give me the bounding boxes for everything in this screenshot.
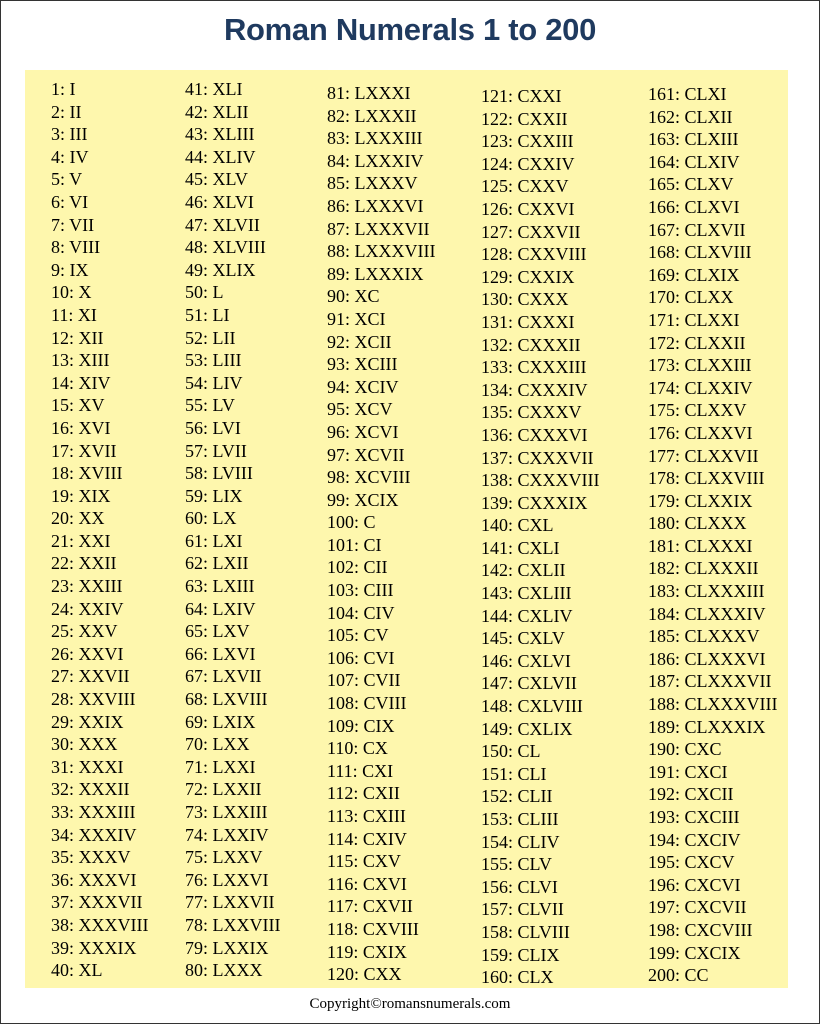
numeral-entry: 59: LIX bbox=[185, 485, 243, 506]
numeral-entry: 198: CXCVIII bbox=[648, 919, 753, 940]
numeral-entry: 66: LXVI bbox=[185, 643, 256, 664]
numeral-entry: 148: CXLVIII bbox=[481, 696, 583, 717]
numeral-entry: 99: XCIX bbox=[327, 489, 399, 510]
numeral-entry: 192: CXCII bbox=[648, 784, 734, 805]
numeral-entry: 131: CXXXI bbox=[481, 311, 575, 332]
numeral-entry: 94: XCIV bbox=[327, 376, 399, 397]
numeral-entry: 78: LXXVIII bbox=[185, 914, 281, 935]
numeral-entry: 195: CXCV bbox=[648, 852, 735, 873]
numeral-entry: 97: XCVII bbox=[327, 444, 405, 465]
numeral-entry: 8: VIII bbox=[51, 237, 101, 258]
numeral-entry: 155: CLV bbox=[481, 854, 552, 875]
numeral-entry: 12: XII bbox=[51, 327, 104, 348]
numeral-entry: 24: XXIV bbox=[51, 598, 124, 619]
numerals-column-5 bbox=[648, 83, 777, 987]
numeral-entry: 115: CXV bbox=[327, 851, 401, 872]
numeral-entry: 71: LXXI bbox=[185, 756, 256, 777]
numeral-entry: 22: XXII bbox=[51, 553, 117, 574]
numeral-entry: 191: CXCI bbox=[648, 761, 728, 782]
numeral-entry: 168: CLXVIII bbox=[648, 242, 752, 263]
numeral-entry: 179: CLXXIX bbox=[648, 490, 753, 511]
numeral-entry: 29: XXIX bbox=[51, 711, 124, 732]
numeral-entry: 75: LXXV bbox=[185, 847, 263, 868]
numeral-entry: 128: CXXVIII bbox=[481, 244, 587, 265]
numeral-entry: 76: LXXVI bbox=[185, 869, 269, 890]
numeral-entry: 72: LXXII bbox=[185, 779, 262, 800]
numeral-entry: 187: CLXXXVII bbox=[648, 671, 772, 692]
numeral-entry: 111: CXI bbox=[327, 760, 394, 781]
numeral-entry: 27: XXVII bbox=[51, 666, 130, 687]
numeral-entry: 40: XL bbox=[51, 960, 103, 981]
numeral-entry: 63: LXIII bbox=[185, 576, 255, 597]
numeral-entry: 33: XXXIII bbox=[51, 802, 136, 822]
numeral-entry: 28: XXVIII bbox=[51, 689, 136, 710]
numeral-entry: 17: XVII bbox=[51, 440, 117, 461]
numeral-entry: 84: LXXXIV bbox=[327, 150, 424, 171]
numeral-entry: 95: XCV bbox=[327, 399, 393, 420]
numeral-entry: 39: XXXIX bbox=[51, 937, 137, 958]
numeral-entry: 91: XCI bbox=[327, 308, 386, 329]
numeral-entry: 141: CXLI bbox=[481, 537, 560, 558]
numeral-entry: 146: CXLVI bbox=[481, 650, 571, 671]
numeral-entry: 42: XLII bbox=[185, 101, 249, 122]
numeral-entry: 133: CXXXIII bbox=[481, 357, 587, 378]
numeral-entry: 77: LXXVII bbox=[185, 892, 275, 913]
numeral-entry: 74: LXXIV bbox=[185, 824, 269, 845]
numeral-entry: 70: LXX bbox=[185, 734, 250, 755]
numeral-entry: 83: LXXXIII bbox=[327, 128, 423, 149]
numeral-entry: 32: XXXII bbox=[51, 779, 130, 800]
numeral-entry: 41: XLI bbox=[185, 79, 243, 99]
numeral-entry: 53: LIII bbox=[185, 350, 242, 371]
numeral-entry: 130: CXXX bbox=[481, 289, 569, 310]
numeral-entry: 7: VII bbox=[51, 214, 95, 235]
numeral-entry: 144: CXLIV bbox=[481, 605, 573, 626]
numeral-entry: 10: X bbox=[51, 282, 92, 303]
numeral-entry: 38: XXXVIII bbox=[51, 914, 149, 935]
numeral-entry: 183: CLXXXIII bbox=[648, 581, 765, 602]
numeral-entry: 80: LXXX bbox=[185, 960, 263, 981]
numeral-entry: 117: CXVII bbox=[327, 896, 413, 917]
numeral-entry: 120: CXX bbox=[327, 964, 402, 985]
numeral-entry: 25: XXV bbox=[51, 621, 118, 642]
numeral-entry: 48: XLVIII bbox=[185, 237, 266, 258]
numeral-entry: 122: CXXII bbox=[481, 108, 568, 129]
numeral-entry: 15: XV bbox=[51, 395, 105, 416]
numeral-entry: 174: CLXXIV bbox=[648, 377, 753, 398]
numeral-entry: 119: CXIX bbox=[327, 941, 407, 962]
numeral-entry: 60: LX bbox=[185, 508, 237, 529]
numeral-entry: 14: XIV bbox=[51, 372, 111, 393]
numeral-entry: 67: LXVII bbox=[185, 666, 262, 687]
numeral-entry: 166: CLXVI bbox=[648, 196, 740, 217]
numeral-entry: 182: CLXXXII bbox=[648, 558, 759, 579]
numeral-entry: 147: CXLVII bbox=[481, 673, 577, 694]
numeral-entry: 26: XXVI bbox=[51, 643, 124, 664]
numeral-entry: 113: CXIII bbox=[327, 806, 406, 826]
numeral-entry: 169: CLXIX bbox=[648, 264, 740, 285]
numeral-entry: 87: LXXXVII bbox=[327, 218, 430, 239]
numeral-entry: 85: LXXXV bbox=[327, 173, 418, 194]
numeral-entry: 185: CLXXXV bbox=[648, 626, 760, 647]
numeral-entry: 9: IX bbox=[51, 259, 89, 280]
numeral-entry: 100: C bbox=[327, 512, 376, 533]
numeral-entry: 140: CXL bbox=[481, 515, 554, 536]
numeral-entry: 152: CLII bbox=[481, 786, 553, 807]
numeral-entry: 171: CLXXI bbox=[648, 309, 740, 330]
numeral-entry: 43: XLIII bbox=[185, 124, 255, 145]
numeral-entry: 62: LXII bbox=[185, 553, 249, 574]
numeral-entry: 154: CLIV bbox=[481, 831, 560, 852]
numerals-column-1 bbox=[51, 78, 148, 982]
numeral-entry: 184: CLXXXIV bbox=[648, 603, 766, 624]
numerals-column-2 bbox=[185, 78, 280, 982]
numeral-entry: 189: CLXXXIX bbox=[648, 716, 766, 737]
numeral-entry: 165: CLXV bbox=[648, 174, 734, 195]
numeral-entry: 167: CLXVII bbox=[648, 219, 746, 240]
numeral-entry: 175: CLXXV bbox=[648, 400, 747, 421]
numeral-entry: 150: CL bbox=[481, 741, 541, 762]
numeral-entry: 118: CXVIII bbox=[327, 918, 419, 939]
numeral-entry: 132: CXXXII bbox=[481, 334, 581, 355]
numeral-entry: 4: IV bbox=[51, 146, 89, 167]
numeral-entry: 142: CXLII bbox=[481, 560, 566, 581]
numeral-entry: 79: LXXIX bbox=[185, 937, 269, 958]
numeral-entry: 173: CLXXIII bbox=[648, 355, 752, 376]
numeral-entry: 180: CLXXX bbox=[648, 513, 747, 534]
numeral-entry: 176: CLXXVI bbox=[648, 422, 753, 443]
numeral-entry: 96: XCVI bbox=[327, 421, 399, 442]
numeral-entry: 46: XLVI bbox=[185, 191, 254, 212]
numeral-entry: 157: CLVII bbox=[481, 899, 564, 920]
numeral-entry: 112: CXII bbox=[327, 783, 400, 804]
numeral-entry: 149: CXLIX bbox=[481, 718, 573, 739]
numeral-entry: 129: CXXIX bbox=[481, 266, 575, 287]
numeral-entry: 20: XX bbox=[51, 508, 105, 529]
numeral-entry: 161: CLXI bbox=[648, 84, 727, 104]
numeral-entry: 73: LXXIII bbox=[185, 802, 268, 822]
numeral-entry: 197: CXCVII bbox=[648, 897, 747, 918]
numeral-entry: 49: XLIX bbox=[185, 259, 256, 280]
numeral-entry: 31: XXXI bbox=[51, 756, 124, 777]
numeral-entry: 58: LVIII bbox=[185, 463, 253, 484]
numeral-entry: 101: CI bbox=[327, 534, 382, 555]
numeral-entry: 52: LII bbox=[185, 327, 236, 348]
numeral-entry: 170: CLXX bbox=[648, 287, 734, 308]
numeral-entry: 123: CXXIII bbox=[481, 131, 574, 152]
numeral-entry: 186: CLXXXVI bbox=[648, 648, 766, 669]
numeral-entry: 54: LIV bbox=[185, 372, 243, 393]
numeral-entry: 45: XLV bbox=[185, 169, 248, 190]
numeral-entry: 21: XXI bbox=[51, 530, 111, 551]
numeral-entry: 109: CIX bbox=[327, 715, 395, 736]
numeral-entry: 106: CVI bbox=[327, 647, 395, 668]
numeral-entry: 121: CXXI bbox=[481, 86, 562, 106]
numeral-entry: 90: XC bbox=[327, 286, 380, 307]
numeral-entry: 13: XIII bbox=[51, 350, 110, 371]
numeral-entry: 110: CX bbox=[327, 738, 388, 759]
numeral-entry: 188: CLXXXVIII bbox=[648, 694, 778, 715]
numeral-entry: 69: LXIX bbox=[185, 711, 256, 732]
numeral-entry: 172: CLXXII bbox=[648, 332, 746, 353]
numeral-entry: 5: V bbox=[51, 169, 83, 190]
numeral-entry: 162: CLXII bbox=[648, 106, 733, 127]
numeral-entry: 86: LXXXVI bbox=[327, 195, 424, 216]
numeral-entry: 114: CXIV bbox=[327, 828, 407, 849]
numeral-entry: 2: II bbox=[51, 101, 82, 122]
numeral-entry: 193: CXCIII bbox=[648, 807, 740, 827]
numeral-entry: 194: CXCIV bbox=[648, 829, 741, 850]
numeral-entry: 61: LXI bbox=[185, 530, 243, 551]
numeral-entry: 93: XCIII bbox=[327, 354, 398, 375]
numeral-entry: 51: LI bbox=[185, 304, 230, 325]
numeral-entry: 102: CII bbox=[327, 557, 388, 578]
numeral-entry: 65: LXV bbox=[185, 621, 250, 642]
numeral-entry: 16: XVI bbox=[51, 417, 111, 438]
numeral-entry: 160: CLX bbox=[481, 967, 554, 988]
numeral-entry: 126: CXXVI bbox=[481, 198, 575, 219]
numeral-entry: 158: CLVIII bbox=[481, 921, 570, 942]
numeral-entry: 116: CXVI bbox=[327, 873, 407, 894]
numeral-entry: 138: CXXXVIII bbox=[481, 470, 600, 491]
numeral-entry: 163: CLXIII bbox=[648, 129, 739, 150]
numeral-entry: 137: CXXXVII bbox=[481, 447, 594, 468]
numeral-entry: 159: CLIX bbox=[481, 944, 560, 965]
numeral-entry: 82: LXXXII bbox=[327, 105, 417, 126]
numeral-entry: 190: CXC bbox=[648, 739, 722, 760]
numeral-entry: 34: XXXIV bbox=[51, 824, 137, 845]
numeral-entry: 35: XXXV bbox=[51, 847, 131, 868]
numeral-entry: 124: CXXIV bbox=[481, 153, 575, 174]
numerals-column-4 bbox=[481, 85, 600, 989]
copyright-text: Copyright©romansnumerals.com bbox=[309, 996, 511, 1012]
numeral-entry: 178: CLXXVIII bbox=[648, 468, 765, 489]
numeral-entry: 92: XCII bbox=[327, 331, 392, 352]
numeral-entry: 44: XLIV bbox=[185, 146, 256, 167]
page-title: Roman Numerals 1 to 200 bbox=[223, 12, 597, 47]
numeral-entry: 108: CVIII bbox=[327, 693, 407, 714]
numeral-entry: 196: CXCVI bbox=[648, 874, 741, 895]
numeral-entry: 177: CLXXVII bbox=[648, 445, 759, 466]
numeral-entry: 156: CLVI bbox=[481, 876, 558, 897]
numeral-entry: 36: XXXVI bbox=[51, 869, 137, 890]
numeral-entry: 125: CXXV bbox=[481, 176, 569, 197]
numeral-entry: 1: I bbox=[51, 79, 76, 99]
numeral-entry: 143: CXLIII bbox=[481, 583, 572, 604]
numeral-entry: 153: CLIII bbox=[481, 809, 559, 829]
numeral-entry: 6: VI bbox=[51, 191, 89, 212]
numeral-entry: 107: CVII bbox=[327, 670, 401, 691]
numeral-entry: 11: XI bbox=[51, 304, 97, 325]
numerals-table bbox=[25, 70, 788, 988]
numeral-entry: 56: LVI bbox=[185, 417, 241, 438]
numerals-column-3 bbox=[327, 82, 435, 986]
numeral-entry: 139: CXXXIX bbox=[481, 492, 588, 513]
numeral-entry: 68: LXVIII bbox=[185, 689, 268, 710]
numeral-entry: 181: CLXXXI bbox=[648, 535, 753, 556]
numeral-entry: 105: CV bbox=[327, 625, 389, 646]
numeral-entry: 135: CXXXV bbox=[481, 402, 582, 423]
numeral-entry: 19: XIX bbox=[51, 485, 111, 506]
numeral-entry: 37: XXXVII bbox=[51, 892, 143, 913]
numeral-entry: 127: CXXVII bbox=[481, 221, 581, 242]
numeral-entry: 55: LV bbox=[185, 395, 235, 416]
numeral-entry: 200: CC bbox=[648, 965, 709, 986]
numeral-entry: 145: CXLV bbox=[481, 628, 565, 649]
numeral-entry: 98: XCVIII bbox=[327, 467, 411, 488]
numeral-entry: 199: CXCIX bbox=[648, 942, 741, 963]
numeral-entry: 151: CLI bbox=[481, 763, 547, 784]
numeral-entry: 164: CLXIV bbox=[648, 151, 740, 172]
numeral-entry: 47: XLVII bbox=[185, 214, 260, 235]
numeral-entry: 88: LXXXVIII bbox=[327, 241, 436, 262]
numeral-entry: 23: XXIII bbox=[51, 576, 123, 597]
numeral-entry: 30: XXX bbox=[51, 734, 118, 755]
numeral-entry: 81: LXXXI bbox=[327, 83, 411, 103]
numeral-entry: 134: CXXXIV bbox=[481, 379, 588, 400]
numeral-entry: 3: III bbox=[51, 124, 88, 145]
numeral-entry: 57: LVII bbox=[185, 440, 247, 461]
numeral-entry: 89: LXXXIX bbox=[327, 263, 424, 284]
numeral-entry: 104: CIV bbox=[327, 602, 395, 623]
numeral-entry: 136: CXXXVI bbox=[481, 424, 588, 445]
numeral-entry: 50: L bbox=[185, 282, 224, 303]
numeral-entry: 18: XVIII bbox=[51, 463, 123, 484]
numeral-entry: 103: CIII bbox=[327, 580, 394, 601]
numeral-entry: 64: LXIV bbox=[185, 598, 256, 619]
